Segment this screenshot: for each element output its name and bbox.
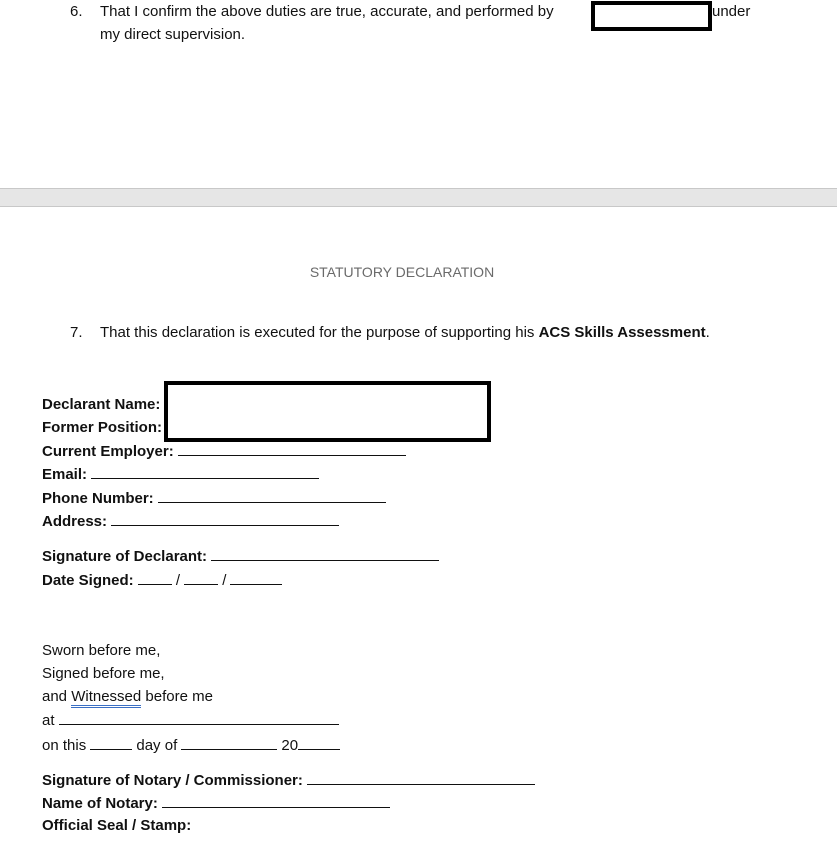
date-signed-label: Date Signed: [42,572,134,589]
address-field[interactable] [111,511,339,526]
phone-row [42,488,386,509]
sworn-month-field[interactable] [181,735,277,750]
sworn-line-3 [42,687,213,707]
witnessed-word: Witnessed [71,688,141,708]
declarant-signature-field[interactable] [211,546,439,561]
official-seal-label: Official Seal / Stamp: [42,817,192,834]
notary-name-label: Name of Notary: [42,795,158,812]
document-title: STATUTORY DECLARATION [309,264,495,280]
sworn-line-3-after: before me [141,688,213,705]
sworn-line-2: Signed before me, [42,665,165,682]
day-of-label: day of [136,737,178,754]
year-prefix: 20 [281,737,299,754]
email-row [42,464,319,485]
sworn-line-3-before: and [42,688,72,705]
phone-label: Phone Number: [42,490,154,507]
current-employer-label: Current Employer: [42,443,174,460]
former-position-label: Former Position: [42,419,163,436]
declarant-name-label: Declarant Name: [42,396,161,413]
email-field[interactable] [91,464,319,479]
sworn-day-field[interactable] [90,735,132,750]
current-employer-row [42,441,406,462]
sworn-date-row [42,735,340,756]
item-7-bold: ACS Skills Assessment [538,324,706,341]
redacted-declarant-box [164,381,491,442]
sworn-year-field[interactable] [298,735,340,750]
declarant-signature-label: Signature of Declarant: [42,548,208,565]
declarant-signature-row [42,546,439,567]
notary-signature-field[interactable] [307,770,535,785]
notary-signature-row [42,770,535,791]
notary-name-field[interactable] [162,793,390,808]
phone-field[interactable] [158,488,386,503]
item-7-number: 7. [70,324,83,341]
address-label: Address: [42,513,108,530]
date-year-field[interactable] [230,570,282,585]
address-row [42,511,339,532]
item-6-text: That I confirm the above duties are true, accurate, and performed by [100,3,554,20]
date-separator-1: / [175,572,181,589]
sworn-at-row [42,710,339,731]
sworn-at-label: at [42,712,55,729]
item-6-line2: my direct supervision. [100,26,246,43]
notary-name-row [42,793,390,814]
sworn-line-1: Sworn before me, [42,642,161,659]
item-6-number: 6. [70,3,83,20]
current-employer-field[interactable] [178,441,406,456]
date-signed-row [42,570,282,591]
on-this-label: on this [42,737,87,754]
email-label: Email: [42,466,88,483]
sworn-location-field[interactable] [59,710,339,725]
item-7-text [100,323,710,343]
item-6-text-after: under [712,3,751,20]
date-separator-2: / [222,572,227,589]
item-7-text-before: That this declaration is executed for the purpose of supporting his [100,324,539,341]
redacted-name-box [591,1,712,31]
item-7-text-after: . [705,324,710,341]
date-month-field[interactable] [184,570,218,585]
page-break [0,188,837,207]
date-day-field[interactable] [138,570,172,585]
notary-signature-label: Signature of Notary / Commissioner: [42,772,303,789]
